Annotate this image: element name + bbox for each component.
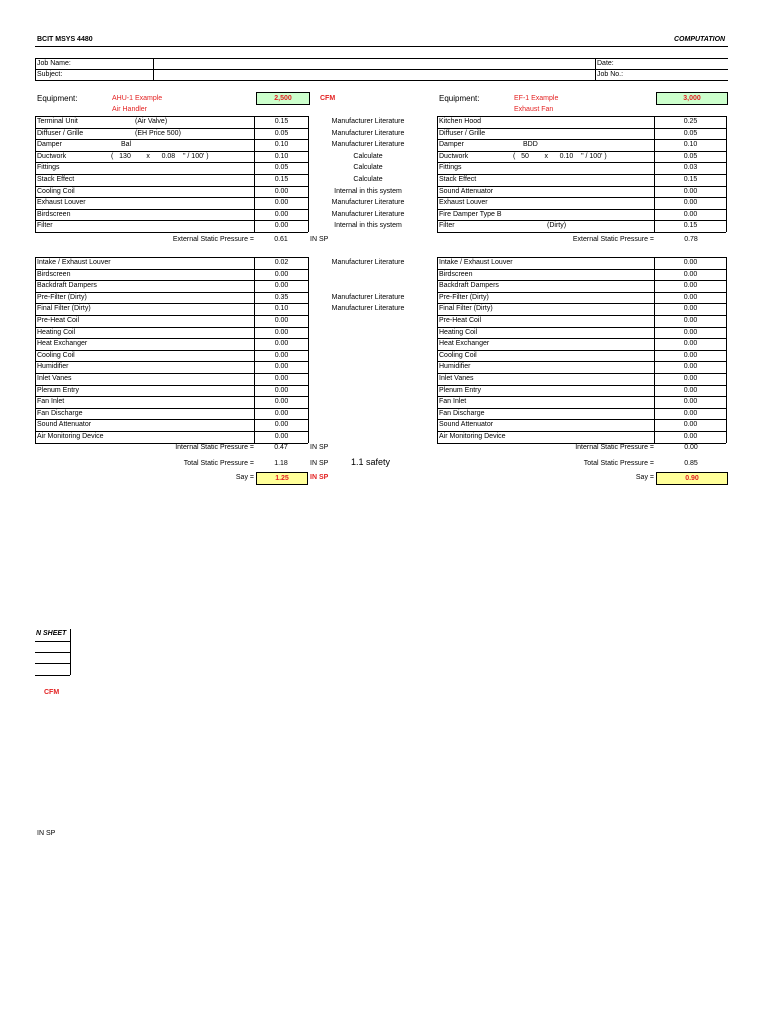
right-internal-value: 0.00: [684, 444, 698, 451]
left-internal-value: 0.00: [274, 340, 289, 348]
left-internal-edge: [308, 257, 309, 443]
overflow-right-edge: [70, 629, 71, 675]
left-external-value: 0.05: [274, 129, 289, 137]
job-table-left: [35, 58, 36, 80]
right-insp-overflow: IN SP: [37, 830, 56, 837]
date-label: Date:: [597, 60, 614, 67]
job-table-top: [35, 58, 728, 59]
left-internal-item: Humidifier: [37, 363, 69, 371]
job-table-bottom: [35, 80, 728, 81]
job-name-label: Job Name:: [37, 60, 71, 67]
left-external-value: 0.10: [274, 152, 289, 160]
right-external-item: Sound Attenuator: [439, 187, 494, 195]
right-internal-value: 0.00: [683, 375, 698, 382]
left-internal-value: 0.00: [274, 270, 289, 278]
right-external-item: Stack Effect: [439, 176, 477, 183]
right-internal-label: Internal Static Pressure =: [575, 444, 654, 451]
job-table-div2: [595, 58, 596, 80]
left-internal-item: Fan Discharge: [37, 409, 83, 417]
right-internal-value: 0.00: [683, 293, 698, 301]
left-internal-item: Pre-Filter (Dirty): [37, 293, 87, 301]
job-table-div1: [153, 58, 154, 80]
left-internal-value: 0.00: [274, 363, 289, 371]
right-internal-item: Fan Inlet: [439, 398, 467, 406]
right-equipment-desc: Exhaust Fan: [514, 106, 554, 113]
left-external-edge: [35, 116, 36, 232]
right-internal-value: 0.00: [683, 328, 698, 336]
left-internal-edge: [35, 257, 36, 443]
right-internal-item: Heat Exchanger: [439, 340, 490, 348]
right-internal-item: Pre-Heat Coil: [439, 317, 482, 324]
right-external-value: 0.15: [683, 176, 698, 183]
right-internal-value: 0.00: [683, 270, 698, 278]
right-internal-item: Heating Coil: [439, 328, 478, 336]
left-internal-value: 0.00: [274, 375, 289, 382]
left-external-source: Manufacturer Literature: [331, 118, 405, 125]
left-say-box: 1.25: [256, 472, 308, 485]
left-external-source: Calculate: [353, 152, 383, 160]
right-internal-value: 0.00: [683, 351, 698, 359]
left-internal-item: Fan Inlet: [37, 398, 65, 406]
right-cfm-box: 3,000: [656, 92, 728, 105]
left-external-source: Manufacturer Literature: [331, 210, 405, 218]
right-internal-edge: [437, 257, 438, 443]
left-total-unit: IN SP: [310, 460, 329, 467]
right-external-item: Exhaust Louver: [439, 199, 488, 207]
left-internal-unit: IN SP: [310, 444, 329, 451]
left-external-note: (Air Valve): [135, 118, 168, 125]
left-external-label: External Static Pressure =: [172, 236, 254, 243]
left-external-value: 0.05: [274, 164, 289, 172]
right-external-edge: [726, 116, 727, 232]
right-internal-item: Plenum Entry: [439, 386, 482, 394]
left-equipment-name: AHU-1 Example: [112, 95, 163, 102]
left-internal-item: Final Filter (Dirty): [37, 305, 91, 313]
right-external-rule: [437, 232, 726, 233]
right-internal-item: Final Filter (Dirty): [439, 305, 493, 313]
sheet-title-overflow: N SHEET: [36, 630, 67, 637]
left-internal-value: 0.47: [274, 444, 288, 451]
right-internal-item: Intake / Exhaust Louver: [439, 259, 513, 266]
left-internal-item: Plenum Entry: [37, 386, 80, 394]
right-external-edge: [437, 116, 438, 232]
left-external-value: 0.00: [274, 187, 289, 195]
left-external-value: 0.15: [274, 118, 289, 125]
right-internal-item: Birdscreen: [439, 270, 473, 278]
left-equipment-label: Equipment:: [37, 94, 78, 103]
right-internal-value: 0.00: [683, 340, 698, 348]
left-external-item: Damper: [37, 141, 62, 149]
right-internal-item: Inlet Vanes: [439, 375, 474, 382]
right-total-label: Total Static Pressure =: [583, 460, 654, 467]
right-external-item: Diffuser / Grille: [439, 129, 486, 137]
left-external-source: Manufacturer Literature: [331, 141, 405, 149]
sheet-title: COMPUTATION: [674, 36, 726, 43]
right-internal-item: Humidifier: [439, 363, 471, 371]
right-internal-item: Pre-Filter (Dirty): [439, 293, 489, 301]
left-total-label: Total Static Pressure =: [183, 460, 254, 467]
right-equipment-label: Equipment:: [439, 94, 480, 103]
left-external-value: 0.00: [274, 210, 289, 218]
left-external-item: Fittings: [37, 164, 60, 172]
left-external-source: Manufacturer Literature: [331, 199, 405, 207]
job-no-label: Job No.:: [597, 71, 624, 78]
left-internal-source: Manufacturer Literature: [331, 293, 405, 301]
left-internal-item: Intake / Exhaust Louver: [37, 259, 111, 266]
header-rule: [35, 46, 728, 47]
right-internal-value: 0.00: [683, 282, 698, 290]
left-internal-value: 0.00: [274, 317, 289, 324]
left-internal-value: 0.35: [274, 293, 289, 301]
left-internal-value: 0.00: [274, 351, 289, 359]
right-external-value: 0.05: [683, 129, 698, 137]
left-external-value: 0.00: [274, 199, 289, 207]
left-external-value: 0.10: [274, 141, 289, 149]
left-external-item: Stack Effect: [37, 176, 75, 183]
right-internal-value: 0.00: [683, 305, 698, 313]
left-cfm-label: CFM: [320, 95, 336, 102]
left-internal-source: Manufacturer Literature: [331, 305, 405, 313]
left-external-source: Manufacturer Literature: [331, 129, 405, 137]
right-internal-value: 0.00: [683, 386, 698, 394]
left-internal-value: 0.00: [274, 433, 289, 440]
job-table-mid: [35, 69, 728, 70]
left-external-item: Cooling Coil: [37, 187, 75, 195]
left-internal-item: Heat Exchanger: [37, 340, 88, 348]
left-external-edge: [308, 116, 309, 232]
right-external-value: 0.00: [683, 199, 698, 207]
right-external-value: 0.03: [683, 164, 698, 172]
left-internal-value: 0.00: [274, 282, 289, 290]
right-internal-item: Sound Attenuator: [439, 421, 494, 429]
left-external-note: (EH Price 500): [135, 129, 181, 137]
left-external-source: Calculate: [353, 176, 383, 183]
right-internal-value: 0.00: [683, 259, 698, 266]
left-cfm-box: 2,500: [256, 92, 310, 105]
left-total-value: 1.18: [274, 460, 288, 467]
right-cfm-label: CFM: [44, 689, 60, 696]
subject-label: Subject:: [37, 71, 63, 78]
right-total-value: 0.85: [684, 460, 698, 467]
left-internal-value: 0.10: [274, 305, 289, 313]
left-say-unit: IN SP: [310, 474, 329, 481]
right-internal-value: 0.00: [683, 409, 698, 417]
left-internal-source: Manufacturer Literature: [331, 259, 405, 266]
left-internal-label: Internal Static Pressure =: [175, 444, 254, 451]
right-external-label: External Static Pressure =: [572, 236, 654, 243]
right-internal-edge: [726, 257, 727, 443]
left-external-item: Ductwork: [37, 152, 67, 160]
left-say-label: Say =: [235, 474, 254, 481]
left-internal-value: 0.00: [274, 386, 289, 394]
right-internal-item: Fan Discharge: [439, 409, 485, 417]
overflow-rule-1: [35, 641, 70, 642]
right-external-value: 0.05: [683, 152, 698, 160]
left-external-rule: [35, 232, 308, 233]
org-name: BCIT MSYS 4480: [37, 36, 93, 43]
right-internal-item: Cooling Coil: [439, 351, 477, 359]
left-internal-item: Pre-Heat Coil: [37, 317, 80, 324]
left-internal-value: 0.00: [274, 398, 289, 406]
left-internal-item: Inlet Vanes: [37, 375, 72, 382]
right-external-value: 0.15: [683, 222, 698, 230]
overflow-rule-3: [35, 663, 70, 664]
right-internal-value: 0.00: [683, 433, 698, 440]
left-external-note: Bal: [121, 141, 132, 149]
left-internal-value: 0.00: [274, 328, 289, 336]
right-internal-item: Backdraft Dampers: [439, 282, 499, 290]
left-internal-item: Heating Coil: [37, 328, 76, 336]
right-external-note: ( 50 x 0.10 " / 100' ): [513, 152, 607, 160]
left-internal-item: Birdscreen: [37, 270, 71, 278]
overflow-rule-2: [35, 652, 70, 653]
right-external-item: Damper: [439, 141, 464, 149]
right-say-box: 0.90: [656, 472, 728, 485]
right-external-value: 0.00: [683, 210, 698, 218]
left-external-item: Exhaust Louver: [37, 199, 86, 207]
right-equipment-name: EF-1 Example: [514, 95, 559, 102]
left-equipment-desc: Air Handler: [112, 106, 148, 113]
right-external-note: BDD: [523, 141, 538, 149]
left-external-item: Terminal Unit: [37, 118, 78, 125]
right-external-item: Fire Damper Type B: [439, 210, 502, 218]
left-external-value: 0.15: [274, 176, 289, 183]
left-internal-item: Air Monitoring Device: [37, 433, 104, 440]
left-external-unit: IN SP: [310, 236, 329, 243]
left-internal-value: 0.00: [274, 421, 289, 429]
left-external-item: Birdscreen: [37, 210, 71, 218]
safety-note: 1.1 safety: [351, 457, 391, 467]
left-internal-value: 0.00: [274, 409, 289, 417]
left-external-source: Calculate: [353, 164, 383, 172]
right-internal-value: 0.00: [683, 317, 698, 324]
overflow-rule-4: [35, 675, 70, 676]
right-internal-value: 0.00: [683, 398, 698, 406]
left-internal-value: 0.02: [274, 259, 289, 266]
right-external-item: Ductwork: [439, 152, 469, 160]
right-external-value: 0.78: [684, 236, 698, 243]
left-internal-item: Backdraft Dampers: [37, 282, 97, 290]
right-internal-value: 0.00: [683, 363, 698, 371]
right-external-value: 0.25: [683, 118, 698, 125]
left-external-source: Internal in this system: [334, 222, 402, 230]
right-external-item: Fittings: [439, 164, 462, 172]
left-internal-item: Cooling Coil: [37, 351, 75, 359]
left-external-source: Internal in this system: [334, 187, 402, 195]
right-external-item: Filter: [439, 222, 455, 230]
right-external-item: Kitchen Hood: [439, 118, 482, 125]
right-external-value: 0.00: [683, 187, 698, 195]
left-internal-item: Sound Attenuator: [37, 421, 92, 429]
left-external-value: 0.61: [274, 236, 288, 243]
right-internal-item: Air Monitoring Device: [439, 433, 506, 440]
right-say-label: Say =: [635, 474, 654, 481]
right-internal-value: 0.00: [683, 421, 698, 429]
left-external-value: 0.00: [274, 222, 289, 230]
right-external-value: 0.10: [683, 141, 698, 149]
right-external-note: (Dirty): [547, 222, 567, 230]
left-external-item: Diffuser / Grille: [37, 129, 84, 137]
left-external-note: ( 130 x 0.08 " / 100' ): [111, 152, 209, 160]
left-external-item: Filter: [37, 222, 53, 230]
